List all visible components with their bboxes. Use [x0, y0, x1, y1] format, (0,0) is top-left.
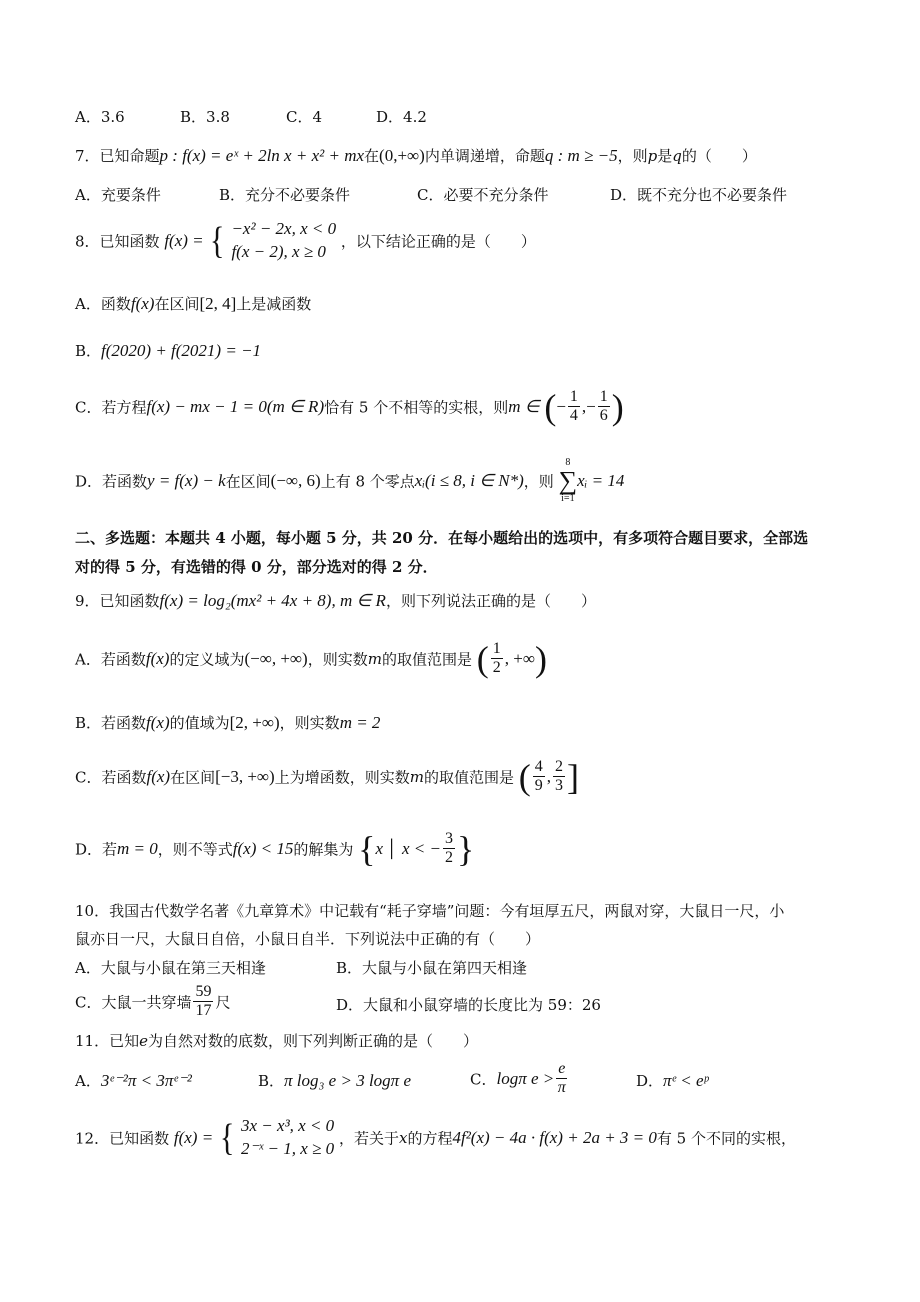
q7-option-a: A．充要条件 [75, 186, 161, 204]
q9-stem: 9．已知函数f(x) = log₂(mx² + 4x + 8), m ∈ R，则下列说法正确的是（ ） [75, 591, 596, 610]
q11-option-b: B．π log₃ e > 3 logπ e [258, 1071, 411, 1090]
q12-brace: { [219, 1116, 235, 1159]
q8-option-c: C．若方程f(x) − mx − 1 = 0(m ∈ R)恰有 5 个不相等的实根，则m ∈ (− $\frac{1}{4}$ ,− $\frac{1}{6}$ ) [75, 386, 624, 427]
q11-option-d: D．πᵉ < eᵖ [636, 1071, 709, 1090]
q6-option-a: A．3.6 [75, 108, 125, 126]
q6-option-c: C．4 [286, 108, 323, 126]
q11-option-a: A．3ᵉ⁻²π < 3πᵉ⁻² [75, 1071, 192, 1090]
q8-stem: 8．已知函数 f(x) = { −x² − 2x, x < 0 f(x − 2), x ≥ 0 ，以下结论正确的是（ ） [75, 219, 536, 262]
q8-option-d: D．若函数y = f(x) − k在区间(−∞, 6)上有 8 个零点xᵢ(i ≤ 8, i ∈ N*)，则 8 ∑ i=1 xᵢ = 14 [75, 457, 625, 504]
section2-header-line1: 二、多选题：本题共 4 小题，每小题 5 分，共 20 分．在每小题给出的选项中，有多项符合题目要求，全部选 [75, 529, 809, 547]
q10-option-c: C．大鼠一共穿墙 $\frac{59}{17}$ 尺 [75, 983, 231, 1020]
q6-option-d: D．4.2 [376, 108, 427, 126]
q11-option-c: C．logπ e > $\frac{e}{\pi}$ [470, 1060, 566, 1097]
q11-stem: 11．已知e为自然对数的底数，则下列判断正确的是（ ） [75, 1032, 478, 1050]
q9-option-b: B．若函数f(x)的值域为[2, +∞)，则实数m = 2 [75, 713, 381, 732]
q9-c-frac2: $\frac{2}{3}$ [555, 758, 564, 795]
q10-option-d: D．大鼠和小鼠穿墙的长度比为 59：26 [336, 996, 601, 1014]
q10-option-b: B．大鼠与小鼠在第四天相逢 [336, 959, 528, 977]
q10-c-frac: $\frac{59}{17}$ [195, 983, 212, 1020]
q10-option-a: A．大鼠与小鼠在第三天相逢 [75, 959, 266, 977]
q8-c-frac2: $\frac{1}{6}$ [599, 388, 608, 425]
q10-stem-line1: 10．我国古代数学名著《九章算术》中记载有“耗子穿墙”问题：今有垣厚五尺，两鼠对穿，大鼠日一尺，小 [75, 902, 785, 920]
q9-d-frac: $\frac{3}{2}$ [444, 830, 453, 867]
q6-option-b: B．3.8 [180, 108, 230, 126]
q8-cases: −x² − 2x, x < 0 f(x − 2), x ≥ 0 [231, 219, 337, 261]
q10-stem-line2: 鼠亦日一尺，大鼠日自倍，小鼠日自半．下列说法中正确的有（ ） [75, 930, 541, 948]
q12-cases: 3x − x³, x < 0 2⁻ˣ − 1, x ≥ 0 [241, 1116, 335, 1158]
q7-stem: 7．已知命题p : f(x) = eˣ + 2ln x + x² + mx在(0,+∞)内单调递增，命题q : m ≥ −5，则p是q的（ ） [75, 146, 757, 165]
q7-option-c: C．必要不充分条件 [417, 186, 549, 204]
section2-header-line2: 对的得 5 分，有选错的得 0 分，部分选对的得 2 分． [75, 558, 438, 576]
q7-option-d: D．既不充分也不必要条件 [610, 186, 788, 204]
q8-brace: { [210, 219, 225, 262]
q8-option-a: A．函数f(x)在区间[2, 4]上是减函数 [75, 294, 312, 313]
q9-a-frac: $\frac{1}{2}$ [492, 640, 501, 677]
q8-option-b: B．f(2020) + f(2021) = −1 [75, 341, 262, 360]
q8-d-sum: 8 ∑ i=1 [558, 457, 578, 504]
q9-c-frac1: $\frac{4}{9}$ [534, 758, 543, 795]
q9-option-d: D．若m = 0，则不等式f(x) < 15的解集为 {x │ x < − $\frac{3}{2}$ } [75, 828, 475, 869]
q8-c-frac1: $\frac{1}{4}$ [569, 388, 578, 425]
q9-option-c: C．若函数f(x)在区间[−3, +∞)上为增函数，则实数m的取值范围是 ( $\frac{4}{9}$ , $\frac{2}{3}$ ] [75, 756, 580, 797]
q9-option-a: A．若函数f(x)的定义域为(−∞, +∞)，则实数m的取值范围是 ( $\frac{1}{2}$ , +∞) [75, 638, 547, 679]
q11-c-frac: $\frac{e}{\pi}$ [557, 1060, 566, 1097]
q7-p-expr: p : f(x) = eˣ + 2ln x + x² + mx [159, 146, 365, 165]
q7-option-b: B．充分不必要条件 [219, 186, 351, 204]
q12-stem: 12．已知函数 f(x) = { 3x − x³, x < 0 2⁻ˣ − 1, x ≥ 0 ，若关于x的方程4f²(x) − 4a · f(x) + 2a + 3 = 0有 5 个不同的实根， [75, 1116, 796, 1159]
